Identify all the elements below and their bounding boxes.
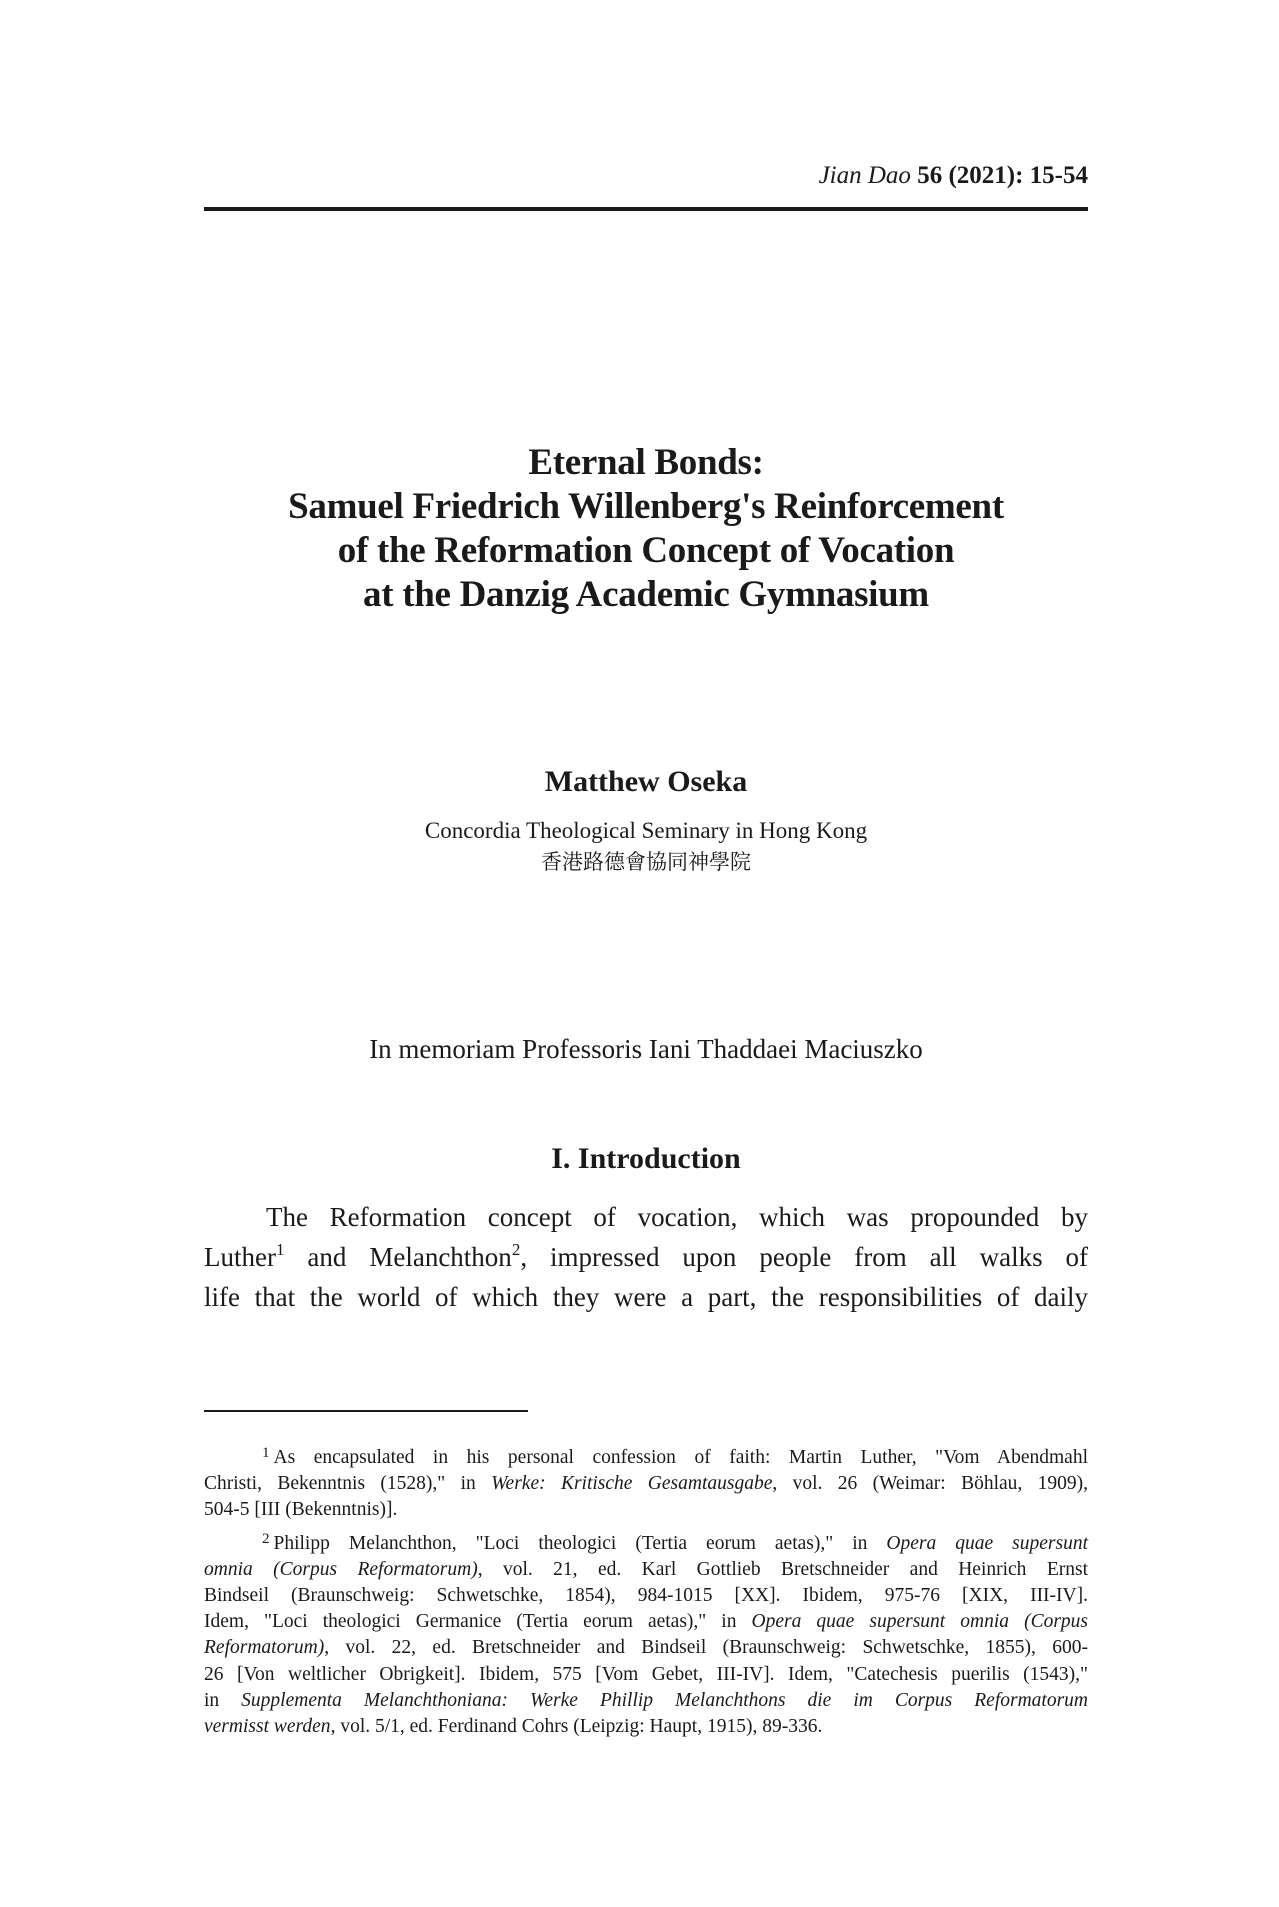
italic-title: Opera quae supersunt omnia (Corpus xyxy=(751,1611,1089,1633)
footnote-1 xyxy=(204,1445,1088,1524)
text-run: Luther xyxy=(204,1242,276,1272)
text-run: , vol. 22, ed. Bretschneider and Bindseil (Braunschweig: Schwetschke, 1855), 600- xyxy=(324,1637,1088,1659)
author-affiliation: Concordia Theological Seminary in Hong Kong xyxy=(424,818,868,843)
footnote-line xyxy=(204,1609,1088,1635)
title-line: Samuel Friedrich Willenberg's Reinforcement xyxy=(288,486,1004,527)
text-run: 504-5 [III (Bekenntnis)]. xyxy=(204,1499,398,1521)
italic-title: vermisst werden xyxy=(204,1715,331,1737)
journal-name: Jian Dao xyxy=(818,162,911,189)
text-run: , vol. 21, ed. Karl Gottlieb Bretschneider and Heinrich Ernst xyxy=(477,1558,1088,1580)
text-run: Idem, "Loci theologici Germanice (Tertia eorum aetas)," in xyxy=(204,1611,752,1633)
footnote-ref-2[interactable]: 2 xyxy=(511,1240,521,1259)
italic-title: Reformatorum) xyxy=(204,1637,325,1659)
title-line: of the Reformation Concept of Vocation xyxy=(337,530,955,571)
text-run: 26 [Von weltlicher Obrigkeit]. Ibidem, 575 [Vom Gebet, III-IV]. Idem, "Catechesis puerilis (1543)," xyxy=(204,1663,1088,1685)
footnote-line xyxy=(204,1557,1088,1583)
footnote-number: 2 xyxy=(262,1530,270,1547)
body-line xyxy=(204,1237,1088,1277)
footnote-line xyxy=(204,1497,1088,1523)
author-affiliation-chinese: 香港路德會協同神學院 xyxy=(541,850,751,874)
footnote-line xyxy=(204,1471,1088,1497)
footnote-2 xyxy=(204,1531,1088,1741)
text-run: , vol. 5/1, ed. Ferdinand Cohrs (Leipzig: Haupt, 1915), 89-336. xyxy=(330,1715,823,1737)
body-line: life that the world of which they were a part, the responsibilities of daily xyxy=(204,1282,1088,1312)
footnotes xyxy=(204,1445,1088,1747)
footnote-separator xyxy=(204,1410,528,1412)
footnote-line xyxy=(204,1531,1088,1557)
footnote-line xyxy=(204,1714,1088,1740)
title-line: at the Danzig Academic Gymnasium xyxy=(363,574,929,615)
text-run: , vol. 26 (Weimar: Böhlau, 1909), xyxy=(772,1473,1088,1495)
section-heading: I. Introduction xyxy=(551,1142,741,1175)
body-text xyxy=(204,1197,1088,1317)
italic-title: Werke: Kritische Gesamtausgabe xyxy=(491,1473,773,1495)
footnote-line xyxy=(204,1635,1088,1661)
footnote-line xyxy=(204,1445,1088,1471)
footnote-line xyxy=(204,1688,1088,1714)
italic-title: Opera quae supersunt xyxy=(886,1532,1088,1554)
footnote-line xyxy=(204,1583,1088,1609)
footnote-number: 1 xyxy=(262,1445,270,1461)
article-title xyxy=(204,441,1088,617)
author-name: Matthew Oseka xyxy=(544,765,748,798)
text-run: in xyxy=(204,1689,242,1711)
text-run: and Melanchthon xyxy=(284,1242,512,1272)
journal-citation: 56 (2021): 15-54 xyxy=(917,162,1088,189)
body-line: The Reformation concept of vocation, which was propounded by xyxy=(266,1202,1088,1232)
header-rule xyxy=(204,207,1088,211)
title-line: Eternal Bonds: xyxy=(528,442,764,483)
text-run: Christi, Bekenntnis (1528)," in xyxy=(204,1473,492,1495)
footnote-line xyxy=(204,1662,1088,1688)
italic-title: Supplementa Melanchthoniana: Werke Phillip Melanchthons die im Corpus Reformatorum xyxy=(241,1689,1088,1711)
text-run: , impressed upon people from all walks of xyxy=(520,1242,1088,1272)
dedication: In memoriam Professoris Iani Thaddaei Maciuszko xyxy=(369,1034,923,1064)
text-run: Bindseil (Braunschweig: Schwetschke, 1854), 984-1015 [XX]. Ibidem, 975-76 [XIX, III-IV]. xyxy=(204,1584,1088,1606)
running-head xyxy=(204,160,1088,192)
text-run: Philipp Melanchthon, "Loci theologici (Tertia eorum aetas)," in xyxy=(273,1532,887,1554)
footnote-ref-1[interactable]: 1 xyxy=(275,1240,285,1259)
text-run: As encapsulated in his personal confession of faith: Martin Luther, "Vom Abendmahl xyxy=(273,1447,1088,1468)
italic-title: omnia (Corpus Reformatorum) xyxy=(204,1558,478,1580)
